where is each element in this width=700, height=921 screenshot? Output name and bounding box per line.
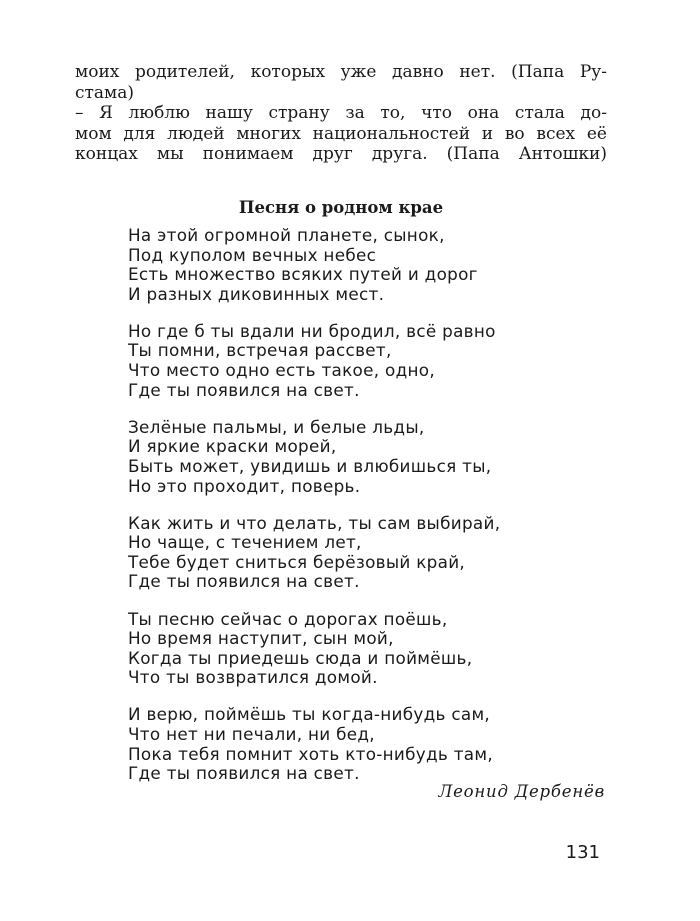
poem-line: Быть может, увидишь и влюбишься ты, xyxy=(128,455,492,476)
poem-line: И верю, поймёшь ты когда-нибудь сам, xyxy=(128,704,491,725)
page-number: 131 xyxy=(565,842,600,863)
poem-stanza xyxy=(128,705,608,783)
poem-body xyxy=(128,226,608,801)
poem-line: Но чаще, с течением лет, xyxy=(128,532,362,553)
poem-line: Когда ты приедешь сюда и поймёшь, xyxy=(128,647,473,668)
poem-stanza xyxy=(128,514,608,592)
intro-line: стама) xyxy=(75,82,135,103)
poem-line: Ты песню сейчас о дорогах поёшь, xyxy=(128,608,448,629)
poem-line: Зелёные пальмы, и белые льды, xyxy=(128,416,425,437)
poem-line: И разных диковинных мест. xyxy=(128,283,385,304)
poem-line: Но где б ты вдали ни бродил, всё равно xyxy=(128,320,496,341)
poem-line: На этой огромной планете, сынок, xyxy=(128,225,445,245)
poem-line: Где ты появился на свет. xyxy=(128,763,360,784)
poem-line: И яркие краски морей, xyxy=(128,436,337,457)
poem-line: Есть множество всяких путей и дорог xyxy=(128,264,478,285)
poem-stanza xyxy=(128,610,608,688)
poem-stanza xyxy=(128,322,608,400)
intro-line: – Я люблю нашу страну за то, что она стала до- xyxy=(75,103,607,123)
poem-title: Песня о родном крае xyxy=(238,198,444,217)
poem-line: Что нет ни печали, ни бед, xyxy=(128,723,375,744)
intro-line: моих родителей, которых уже давно нет. (Папа Ру- xyxy=(75,62,607,82)
intro-line: концах мы понимаем друг друга. (Папа Антошки) xyxy=(75,144,607,164)
poem-line: Но время наступит, сын мой, xyxy=(128,628,394,649)
poem-line: Пока тебя помнит хоть кто-нибудь там, xyxy=(128,743,493,764)
poem-stanza xyxy=(128,226,608,304)
poem-line: Как жить и что делать, ты сам выбирай, xyxy=(128,512,501,533)
poem-line: Под куполом вечных небес xyxy=(128,244,377,265)
poem-author: Леонид Дербенёв xyxy=(438,782,605,801)
poem-line: Где ты появился на свет. xyxy=(128,571,360,592)
intro-paragraph xyxy=(75,62,607,165)
poem-stanza xyxy=(128,418,608,496)
poem-line: Но это проходит, поверь. xyxy=(128,475,361,496)
poem-line: Ты помни, встречая рассвет, xyxy=(128,340,392,361)
poem-line: Тебе будет сниться берёзовый край, xyxy=(128,551,466,572)
poem-line: Где ты появился на свет. xyxy=(128,379,360,400)
poem-line: Что место одно есть такое, одно, xyxy=(128,360,435,381)
intro-line: мом для людей многих национальностей и во всех её xyxy=(75,123,607,144)
poem-line: Что ты возвратился домой. xyxy=(128,667,378,688)
